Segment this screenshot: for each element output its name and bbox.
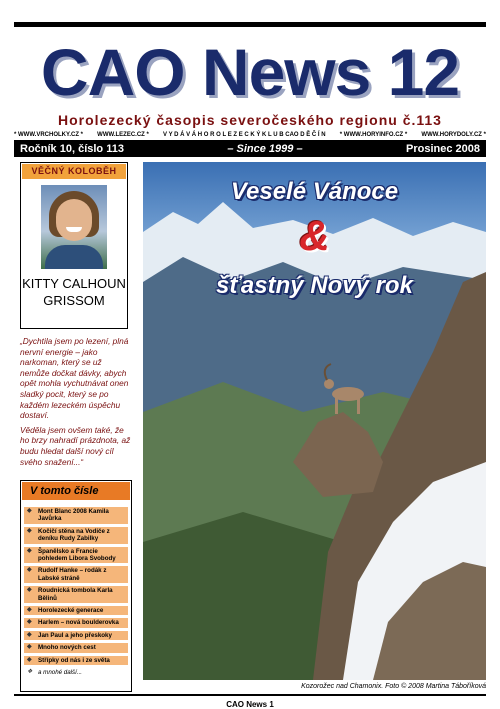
website-line xyxy=(14,130,486,139)
bullet-icon: ◆ xyxy=(27,644,32,651)
profile-name-line2: GRISSOM xyxy=(43,293,105,308)
bullet-icon: ◆ xyxy=(27,527,32,534)
headline-ampersand: & xyxy=(299,212,330,259)
top-rule xyxy=(14,22,486,27)
toc-item[interactable]: ◆ Mnoho nových cest xyxy=(24,643,128,652)
bullet-icon: ◆ xyxy=(27,567,32,574)
toc-item[interactable]: ◆ Harlem – nová boulderovka xyxy=(24,618,128,627)
headline-merry-christmas: Veselé Vánoce xyxy=(230,178,399,205)
profile-box xyxy=(20,162,128,329)
headline-happy-new-year: šťastný Nový rok xyxy=(216,272,413,299)
quote-paragraph-1: „Dychtila jsem po lezení, plná nervní energie – jako narkoman, který se už nemůže dočkat dávky, abych opět mohla vychutnávat onen sladký pocit, který se po každém lezeckém úspěchu dostaví. xyxy=(20,336,129,421)
toc-item[interactable]: ◆ Roudnická tombola Karla Bělinů xyxy=(24,586,128,603)
web-link-lezec[interactable]: WWW.LEZEC.CZ * xyxy=(97,131,149,138)
bottom-rule xyxy=(14,694,486,696)
bullet-icon: ◆ xyxy=(27,631,32,638)
toc-more: ❖ a mnohé další... xyxy=(27,669,83,677)
toc-item[interactable]: ◆ Horolezecké generace xyxy=(24,606,128,615)
page-footer: CAO News 1 xyxy=(226,700,274,709)
quote-block xyxy=(20,336,132,471)
photo-caption: Kozorožec nad Chamonix. Foto © 2008 Martina Táboříková xyxy=(301,683,486,690)
web-link-horyinfo[interactable]: * WWW.HORYINFO.CZ * xyxy=(339,131,408,138)
cover-photo xyxy=(143,162,486,680)
profile-name-line1: KITTY CALHOUN xyxy=(22,276,126,291)
bullet-icon: ◆ xyxy=(27,656,32,663)
issue-info-bar xyxy=(14,140,486,157)
toc-item[interactable]: ◆ Španělsko a Francie pohledem Libora Svobody xyxy=(24,547,128,564)
bullet-icon: ◆ xyxy=(27,508,32,514)
toc-list xyxy=(24,507,128,681)
toc-item[interactable]: ◆ Mont Blanc 2008 Kamila Javůrka xyxy=(24,507,128,524)
newsletter-page xyxy=(14,18,486,709)
issue-since: – Since 1999 – xyxy=(227,142,303,155)
toc-item[interactable]: ◆ Kočičí stěna na Vodiče z deníku Rudy Zabilky xyxy=(24,527,128,544)
toc-item[interactable]: ◆ Jan Paul a jeho přeskoky xyxy=(24,631,128,640)
table-of-contents xyxy=(20,480,132,692)
profile-name xyxy=(21,275,127,309)
issue-date: Prosinec 2008 xyxy=(406,142,480,155)
portrait-photo xyxy=(41,185,107,269)
web-link-horydoly[interactable]: WWW.HORYDOLY.CZ * xyxy=(421,131,486,138)
web-link-vrcholky[interactable]: * WWW.VRCHOLKY.CZ * xyxy=(14,131,83,138)
toc-item[interactable]: ◆ Střípky od nás i ze světa xyxy=(24,656,128,665)
issue-volume: Ročník 10, číslo 113 xyxy=(20,142,124,155)
bullet-icon: ◆ xyxy=(27,587,32,594)
masthead-subtitle: Horolezecký časopis severočeského regionu č.113 xyxy=(58,112,442,128)
club-name: V Y D Á V Á H O R O L E Z E C K Ý K L U B CAO D Ě Č Í N xyxy=(163,131,326,138)
bullet-icon: ❖ xyxy=(27,669,33,676)
bullet-icon: ◆ xyxy=(27,607,32,614)
quote-paragraph-2: Věděla jsem ovšem také, že ho brzy nahradí prázdnota, až budu hledat další nový cíl svého snažení...“ xyxy=(20,424,131,467)
masthead-title: CAO News 12 xyxy=(40,35,460,109)
toc-item[interactable]: ◆ Rudolf Hanke – rodák z Labské stráně xyxy=(24,566,128,583)
bullet-icon: ◆ xyxy=(27,547,32,554)
profile-heading: VĚČNÝ KOLOBĚH xyxy=(22,164,126,179)
toc-heading: V tomto čísle xyxy=(22,482,130,500)
bullet-icon: ◆ xyxy=(27,619,32,626)
